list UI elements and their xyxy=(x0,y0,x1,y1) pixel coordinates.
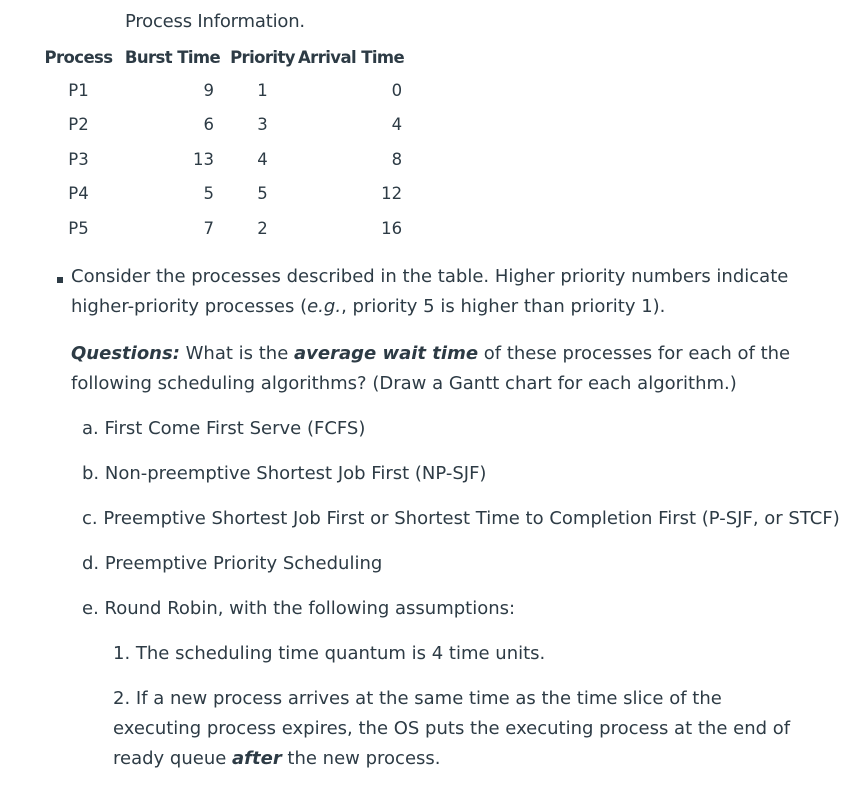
header-burst-time: Burst Time xyxy=(124,47,221,67)
header-arrival-time: Arrival Time xyxy=(298,47,405,67)
cell-process: P5 xyxy=(68,218,89,238)
assumption-quantum: 1. The scheduling time quantum is 4 time units. xyxy=(113,643,546,664)
table-caption: Process Information. xyxy=(125,11,305,32)
cell-priority: 5 xyxy=(257,184,268,204)
cell-priority: 4 xyxy=(257,149,268,169)
cell-priority: 2 xyxy=(257,218,268,238)
table-row xyxy=(39,211,404,246)
cell-process: P3 xyxy=(68,149,89,169)
algorithm-item-priority: d. Preemptive Priority Scheduling xyxy=(82,553,383,574)
header-process: Process xyxy=(44,47,113,67)
statement-text-end: , priority 5 is higher than priority 1). xyxy=(341,296,666,317)
eg-abbrev: e.g. xyxy=(307,296,342,317)
cell-arrival-time: 16 xyxy=(381,218,403,238)
algorithm-item-round-robin: e. Round Robin, with the following assumptions: xyxy=(82,598,516,619)
after-emphasis: after xyxy=(232,748,282,769)
table-header-row xyxy=(39,41,404,73)
assumption-queue-order xyxy=(113,684,813,774)
cell-burst-time: 6 xyxy=(203,115,214,135)
cell-process: P4 xyxy=(68,184,89,204)
cell-arrival-time: 0 xyxy=(391,80,403,100)
bullet-marker xyxy=(57,277,63,283)
cell-process: P1 xyxy=(68,80,89,100)
assumption-text-end: the new process. xyxy=(281,748,441,769)
cell-arrival-time: 4 xyxy=(391,115,403,135)
cell-burst-time: 13 xyxy=(193,149,214,169)
cell-arrival-time: 8 xyxy=(391,149,403,169)
table-row xyxy=(39,142,404,177)
questions-text: What is the xyxy=(179,343,295,364)
cell-arrival-time: 12 xyxy=(381,184,403,204)
cell-burst-time: 7 xyxy=(203,218,214,238)
cell-process: P2 xyxy=(68,115,89,135)
algorithm-item-np-sjf: b. Non-preemptive Shortest Job First (NP-SJF) xyxy=(82,463,487,484)
cell-priority: 1 xyxy=(257,80,268,100)
cell-priority: 3 xyxy=(257,115,268,135)
cell-burst-time: 9 xyxy=(203,80,214,100)
questions-label: Questions: xyxy=(71,343,180,364)
algorithm-item-p-sjf: c. Preemptive Shortest Job First or Shortest Time to Completion First (P-SJF, or STCF) xyxy=(82,508,840,529)
questions-paragraph xyxy=(71,339,841,399)
header-priority: Priority xyxy=(230,47,295,67)
process-table xyxy=(39,41,404,246)
average-wait-time-emphasis: average wait time xyxy=(294,343,479,364)
table-row xyxy=(39,73,404,108)
questions-text-end: of these processes for each of the following scheduling algorithms? (Draw a Gantt chart for each algorithm.) xyxy=(71,343,791,394)
table-row xyxy=(39,108,404,143)
statement-text: Consider the processes described in the table. Higher priority numbers indicate higher-priority processes ( xyxy=(71,266,789,317)
table-row xyxy=(39,177,404,212)
problem-statement xyxy=(71,262,841,322)
cell-burst-time: 5 xyxy=(203,184,214,204)
assumption-text: 2. If a new process arrives at the same time as the time slice of the executing process expires, the OS puts the executing process at the end of ready queue xyxy=(113,688,791,769)
algorithm-item-fcfs: a. First Come First Serve (FCFS) xyxy=(82,418,366,439)
